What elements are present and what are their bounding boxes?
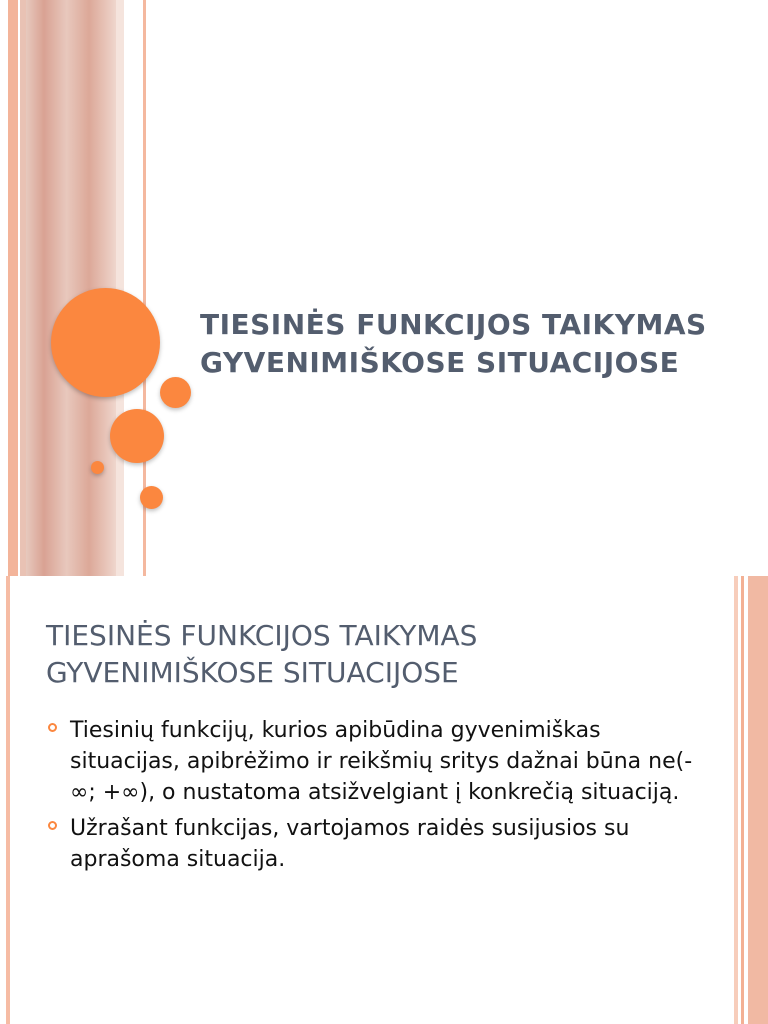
decorative-stripe — [116, 0, 124, 576]
decorative-stripe — [8, 0, 18, 576]
bullet-text: Užrašant funkcijas, vartojamos raidės susijusios su aprašoma situacija. — [70, 816, 630, 872]
decorative-stripe — [741, 576, 744, 1024]
content-slide — [0, 576, 768, 1024]
decorative-stripe — [734, 576, 738, 1024]
decorative-circle-small — [140, 486, 163, 509]
bullet-text: Tiesinių funkcijų, kurios apibūdina gyvenimiškas situacijas, apibrėžimo ir reikšmių sritys dažnai būna ne(-∞; +∞), o nustatoma atsižvelgiant į konkrečią situaciją. — [70, 718, 693, 805]
decorative-circle-tiny — [91, 461, 104, 474]
bullet-circle-icon — [48, 821, 57, 830]
decorative-circle-large — [51, 288, 160, 397]
bullet-circle-icon — [48, 723, 57, 732]
slide-title: TIESINĖS FUNKCIJOS TAIKYMAS GYVENIMIŠKOSE SITUACIJOSE — [200, 308, 707, 379]
bullet-item — [46, 813, 706, 875]
decorative-stripe — [748, 576, 768, 1024]
decorative-stripe — [6, 576, 10, 1024]
decorative-circle-medium — [110, 409, 164, 463]
slide-heading: TIESINĖS FUNKCIJOS TAIKYMAS GYVENIMIŠKOSE SITUACIJOSE — [46, 619, 478, 689]
bullet-list — [46, 715, 706, 880]
bullet-item — [46, 715, 706, 808]
decorative-circle-small — [160, 377, 191, 408]
